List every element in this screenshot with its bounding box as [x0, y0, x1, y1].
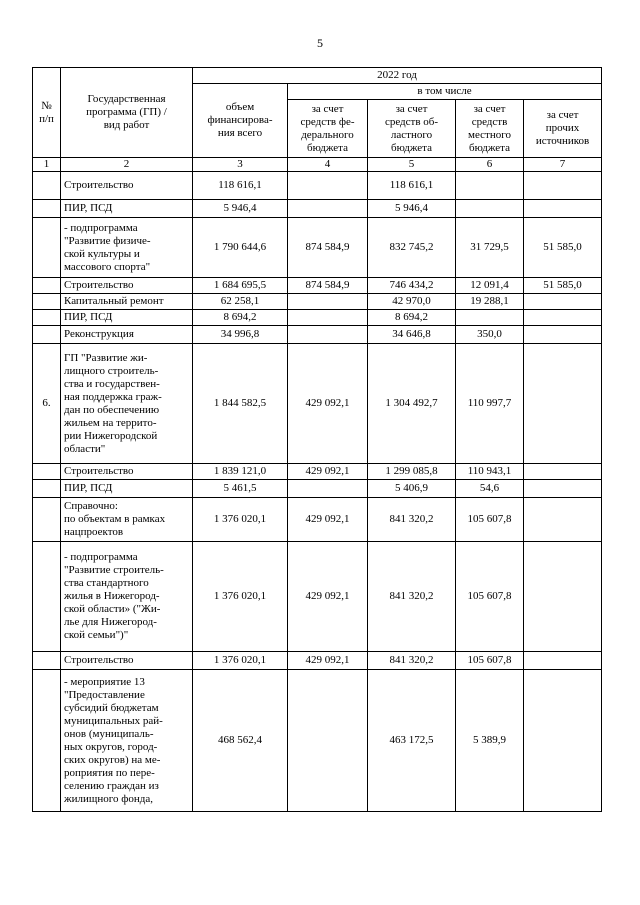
cell-federal — [288, 480, 368, 498]
cell-federal: 429 092,1 — [288, 344, 368, 464]
cell-total: 34 996,8 — [193, 326, 288, 344]
header-program: Государственная программа (ГП) / вид работ — [61, 68, 193, 158]
cell-total: 1 844 582,5 — [193, 344, 288, 464]
cell-local: 350,0 — [456, 326, 524, 344]
index-cell: 6 — [456, 158, 524, 172]
cell-regional: 1 299 085,8 — [368, 464, 456, 480]
cell-name: Справочно: по объектам в рамках нацпроектов — [61, 498, 193, 542]
cell-federal: 429 092,1 — [288, 464, 368, 480]
cell-other — [524, 172, 602, 200]
header-year: 2022 год — [193, 68, 602, 84]
cell-no — [33, 200, 61, 218]
cell-local: 31 729,5 — [456, 218, 524, 278]
table-row — [33, 464, 602, 480]
cell-regional: 42 970,0 — [368, 294, 456, 310]
cell-local: 110 997,7 — [456, 344, 524, 464]
cell-federal: 429 092,1 — [288, 498, 368, 542]
cell-other — [524, 652, 602, 670]
cell-federal: 429 092,1 — [288, 542, 368, 652]
cell-regional: 5 946,4 — [368, 200, 456, 218]
cell-regional: 832 745,2 — [368, 218, 456, 278]
cell-no — [33, 278, 61, 294]
cell-total: 1 790 644,6 — [193, 218, 288, 278]
cell-name: Строительство — [61, 172, 193, 200]
cell-federal: 429 092,1 — [288, 652, 368, 670]
cell-other — [524, 464, 602, 480]
cell-no — [33, 464, 61, 480]
cell-name: ПИР, ПСД — [61, 480, 193, 498]
cell-name: ПИР, ПСД — [61, 310, 193, 326]
cell-no — [33, 218, 61, 278]
financing-table — [32, 67, 602, 812]
table-row — [33, 310, 602, 326]
table-row — [33, 294, 602, 310]
index-cell: 3 — [193, 158, 288, 172]
cell-total: 1 376 020,1 — [193, 498, 288, 542]
table-row — [33, 344, 602, 464]
cell-total: 1 376 020,1 — [193, 652, 288, 670]
header-regional: за счет средств об- ластного бюджета — [368, 100, 456, 158]
table-row — [33, 172, 602, 200]
cell-local: 5 389,9 — [456, 670, 524, 812]
cell-name: Строительство — [61, 278, 193, 294]
index-cell: 2 — [61, 158, 193, 172]
header-including: в том числе — [288, 84, 602, 100]
cell-total: 468 562,4 — [193, 670, 288, 812]
cell-name: Капитальный ремонт — [61, 294, 193, 310]
cell-regional: 1 304 492,7 — [368, 344, 456, 464]
cell-other — [524, 294, 602, 310]
cell-name: ПИР, ПСД — [61, 200, 193, 218]
table-row — [33, 652, 602, 670]
cell-other: 51 585,0 — [524, 278, 602, 294]
cell-name: Строительство — [61, 464, 193, 480]
cell-regional: 746 434,2 — [368, 278, 456, 294]
cell-other — [524, 200, 602, 218]
cell-other — [524, 344, 602, 464]
table-row — [33, 670, 602, 812]
cell-no — [33, 480, 61, 498]
cell-local: 19 288,1 — [456, 294, 524, 310]
cell-no: 6. — [33, 344, 61, 464]
cell-federal — [288, 172, 368, 200]
cell-local — [456, 200, 524, 218]
cell-name: ГП "Развитие жи- лищного строитель- ства и государствен- ная поддержка граж- дан по обеспечению жильем на террито- рии Нижегородской области" — [61, 344, 193, 464]
cell-other — [524, 480, 602, 498]
column-index-row — [33, 158, 602, 172]
cell-local: 12 091,4 — [456, 278, 524, 294]
cell-local — [456, 172, 524, 200]
index-cell: 4 — [288, 158, 368, 172]
cell-regional: 118 616,1 — [368, 172, 456, 200]
cell-no — [33, 498, 61, 542]
cell-name: - мероприятие 13 "Предоставление субсидий бюджетам муниципальных рай- онов (муниципаль- ных округов, город- ских округов) на ме- роприятия по пере- селению граждан из жилищного фонда, — [61, 670, 193, 812]
cell-total: 1 376 020,1 — [193, 542, 288, 652]
cell-no — [33, 326, 61, 344]
table-row — [33, 218, 602, 278]
cell-total: 5 461,5 — [193, 480, 288, 498]
header-local: за счет средств местного бюджета — [456, 100, 524, 158]
page-number: 5 — [317, 36, 323, 50]
cell-other — [524, 326, 602, 344]
cell-regional: 463 172,5 — [368, 670, 456, 812]
cell-local — [456, 310, 524, 326]
cell-federal — [288, 326, 368, 344]
header-other: за счет прочих источников — [524, 100, 602, 158]
cell-name: Реконструкция — [61, 326, 193, 344]
cell-other — [524, 310, 602, 326]
cell-local: 110 943,1 — [456, 464, 524, 480]
cell-name: Строительство — [61, 652, 193, 670]
cell-regional: 841 320,2 — [368, 652, 456, 670]
cell-federal — [288, 200, 368, 218]
cell-federal: 874 584,9 — [288, 278, 368, 294]
cell-total: 1 684 695,5 — [193, 278, 288, 294]
cell-other — [524, 542, 602, 652]
cell-local: 105 607,8 — [456, 542, 524, 652]
cell-federal — [288, 294, 368, 310]
cell-no — [33, 310, 61, 326]
header-total: объем финансирова- ния всего — [193, 84, 288, 158]
cell-regional: 8 694,2 — [368, 310, 456, 326]
index-cell: 5 — [368, 158, 456, 172]
cell-total: 5 946,4 — [193, 200, 288, 218]
cell-other — [524, 498, 602, 542]
table-row — [33, 498, 602, 542]
cell-no — [33, 652, 61, 670]
cell-total: 1 839 121,0 — [193, 464, 288, 480]
cell-local: 105 607,8 — [456, 498, 524, 542]
table-row — [33, 326, 602, 344]
cell-no — [33, 542, 61, 652]
cell-federal: 874 584,9 — [288, 218, 368, 278]
cell-total: 62 258,1 — [193, 294, 288, 310]
cell-no — [33, 172, 61, 200]
cell-name: - подпрограмма "Развитие физиче- ской культуры и массового спорта" — [61, 218, 193, 278]
cell-name: - подпрограмма "Развитие строитель- ства стандартного жилья в Нижегород- ской области» ("Жи- лье для Нижегород- ской семьи")" — [61, 542, 193, 652]
cell-regional: 841 320,2 — [368, 542, 456, 652]
index-cell: 7 — [524, 158, 602, 172]
table-row — [33, 278, 602, 294]
table-row — [33, 480, 602, 498]
cell-federal — [288, 310, 368, 326]
table-row — [33, 542, 602, 652]
cell-federal — [288, 670, 368, 812]
header-federal: за счет средств фе- дерального бюджета — [288, 100, 368, 158]
cell-no — [33, 294, 61, 310]
cell-local: 105 607,8 — [456, 652, 524, 670]
cell-local: 54,6 — [456, 480, 524, 498]
cell-total: 8 694,2 — [193, 310, 288, 326]
cell-regional: 34 646,8 — [368, 326, 456, 344]
cell-regional: 841 320,2 — [368, 498, 456, 542]
header-no: № п/п — [33, 68, 61, 158]
index-cell: 1 — [33, 158, 61, 172]
cell-total: 118 616,1 — [193, 172, 288, 200]
cell-regional: 5 406,9 — [368, 480, 456, 498]
cell-no — [33, 670, 61, 812]
cell-other — [524, 670, 602, 812]
cell-other: 51 585,0 — [524, 218, 602, 278]
table-row — [33, 200, 602, 218]
